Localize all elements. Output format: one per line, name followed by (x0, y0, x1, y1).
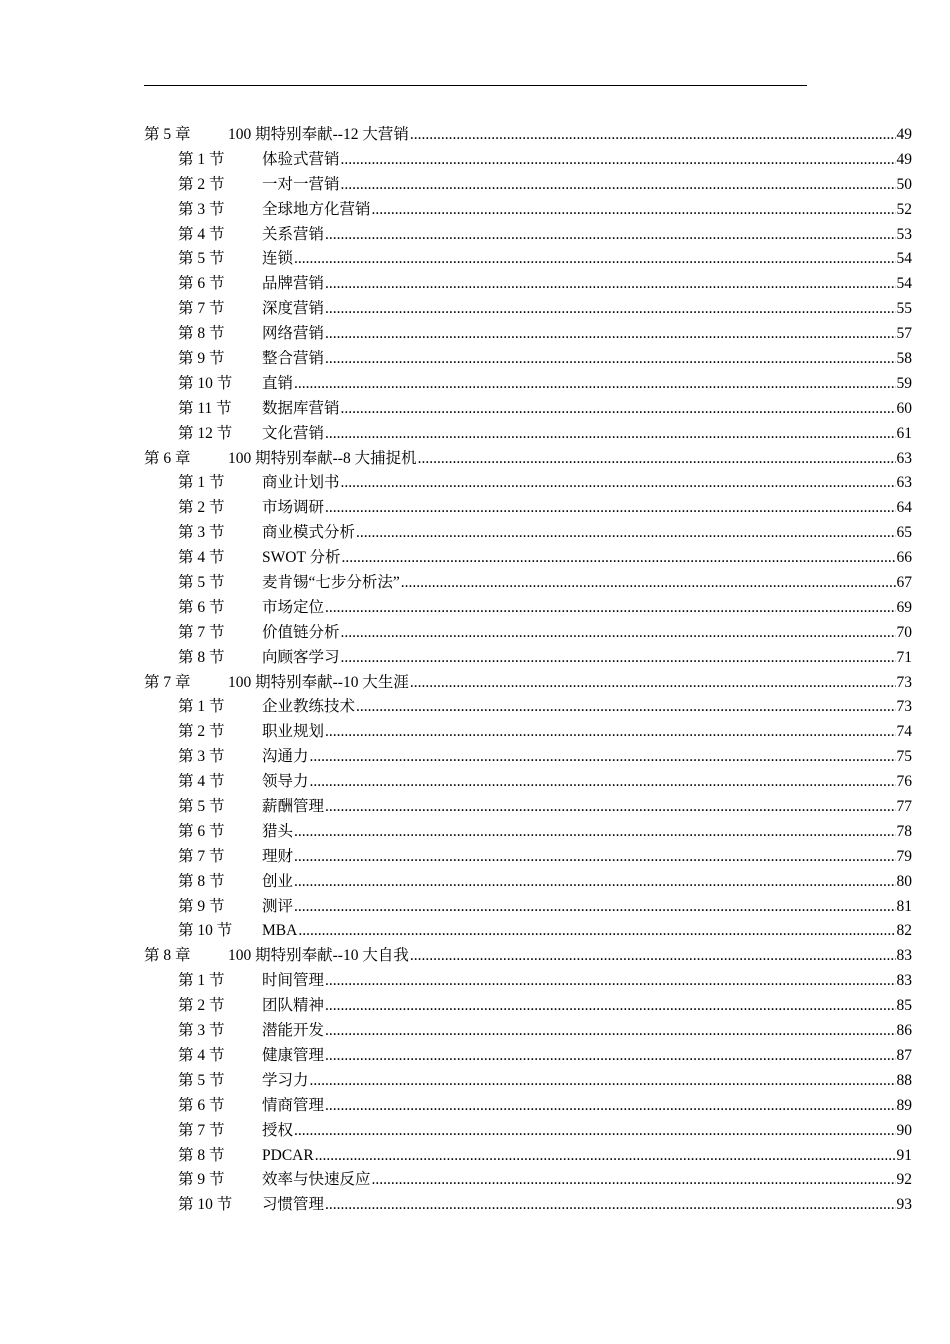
toc-entry-number: 第 6 节 (178, 598, 225, 616)
toc-entry-page-number: 92 (896, 1171, 912, 1189)
toc-entry-page-number: 64 (896, 499, 912, 517)
toc-section-entry[interactable] (144, 471, 912, 496)
dot-leader (325, 272, 895, 297)
toc-section-entry[interactable] (144, 646, 912, 671)
toc-entry-page-number: 50 (896, 175, 912, 193)
toc-entry-number: 第 10 节 (178, 922, 233, 940)
toc-entry-title: 习惯管理 (262, 1196, 325, 1214)
toc-entry-page-number: 82 (896, 922, 912, 940)
dot-leader (325, 720, 895, 745)
toc-entry-number: 第 7 节 (178, 1121, 225, 1139)
dot-leader (325, 496, 895, 521)
dot-leader (341, 621, 896, 646)
toc-entry-number: 第 6 章 (144, 449, 191, 467)
dot-leader (341, 173, 896, 198)
toc-entry-title: 向顾客学习 (262, 648, 340, 666)
toc-entry-page-number: 93 (896, 1196, 912, 1214)
toc-entry-title: 时间管理 (262, 972, 325, 990)
toc-entry-page-number: 83 (896, 947, 912, 965)
toc-entry-page-number: 85 (896, 997, 912, 1015)
toc-entry-title: 100 期特别奉献--10 大生涯 (228, 673, 409, 691)
toc-chapter-entry[interactable] (144, 944, 912, 969)
toc-entry-title: 价值链分析 (262, 623, 340, 641)
toc-entry-title: 连锁 (262, 250, 294, 268)
toc-entry-page-number: 55 (896, 300, 912, 318)
toc-entry-page-number: 52 (896, 200, 912, 218)
toc-entry-page-number: 75 (896, 748, 912, 766)
toc-entry-title: 潜能开发 (262, 1022, 325, 1040)
toc-entry-number: 第 6 节 (178, 1096, 225, 1114)
toc-entry-title: 100 期特别奉献--12 大营销 (228, 125, 409, 143)
toc-section-entry[interactable] (144, 1094, 912, 1119)
toc-entry-title: 深度营销 (262, 300, 325, 318)
toc-section-entry[interactable] (144, 422, 912, 447)
toc-entry-title: 体验式营销 (262, 150, 340, 168)
toc-entry-page-number: 63 (896, 474, 912, 492)
dot-leader (410, 123, 896, 148)
toc-entry-page-number: 66 (896, 549, 912, 567)
toc-section-entry[interactable] (144, 1019, 912, 1044)
toc-section-entry[interactable] (144, 571, 912, 596)
toc-entry-title: 100 期特别奉献--10 大自我 (228, 947, 409, 965)
toc-section-entry[interactable] (144, 397, 912, 422)
toc-section-entry[interactable] (144, 745, 912, 770)
toc-section-entry[interactable] (144, 1144, 912, 1169)
toc-entry-number: 第 2 节 (178, 723, 225, 741)
toc-section-entry[interactable] (144, 272, 912, 297)
dot-leader (341, 148, 896, 173)
toc-section-entry[interactable] (144, 845, 912, 870)
toc-entry-title: MBA (262, 922, 298, 940)
toc-entry-title: 100 期特别奉献--8 大捕捉机 (228, 449, 417, 467)
dot-leader (315, 1144, 896, 1169)
dot-leader (372, 198, 896, 223)
toc-entry-page-number: 54 (896, 275, 912, 293)
dot-leader (342, 546, 896, 571)
toc-section-entry[interactable] (144, 1168, 912, 1193)
toc-entry-number: 第 6 节 (178, 822, 225, 840)
dot-leader (325, 795, 895, 820)
dot-leader (310, 1069, 896, 1094)
toc-entry-title: 文化营销 (262, 424, 325, 442)
toc-entry-number: 第 8 节 (178, 872, 225, 890)
toc-section-entry[interactable] (144, 198, 912, 223)
toc-entry-title: 全球地方化营销 (262, 200, 371, 218)
toc-entry-number: 第 9 节 (178, 1171, 225, 1189)
toc-entry-number: 第 3 节 (178, 1022, 225, 1040)
toc-entry-title: 授权 (262, 1121, 294, 1139)
table-of-contents (144, 123, 912, 1218)
toc-entry-page-number: 76 (896, 773, 912, 791)
toc-entry-title: 直销 (262, 374, 294, 392)
toc-entry-number: 第 1 节 (178, 972, 225, 990)
toc-entry-page-number: 61 (896, 424, 912, 442)
toc-entry-page-number: 58 (896, 350, 912, 367)
header-rule (144, 85, 807, 86)
toc-entry-page-number: 60 (896, 399, 912, 417)
toc-entry-number: 第 8 章 (144, 947, 191, 965)
dot-leader (341, 646, 896, 671)
toc-entry-page-number: 91 (896, 1146, 912, 1164)
toc-entry-page-number: 83 (896, 972, 912, 990)
toc-entry-number: 第 6 节 (178, 275, 225, 293)
toc-section-entry[interactable] (144, 770, 912, 795)
toc-entry-number: 第 7 节 (178, 847, 225, 865)
dot-leader (325, 1019, 895, 1044)
toc-entry-title: 领导力 (262, 773, 309, 791)
toc-section-entry[interactable] (144, 173, 912, 198)
toc-entry-number: 第 10 节 (178, 374, 233, 392)
toc-chapter-entry[interactable] (144, 671, 912, 696)
toc-entry-title: 职业规划 (262, 723, 325, 741)
toc-entry-title: 麦肯锡“七步分析法” (262, 574, 400, 592)
toc-entry-page-number: 63 (896, 449, 912, 467)
toc-section-entry[interactable] (144, 994, 912, 1019)
toc-entry-title: 测评 (262, 897, 294, 915)
toc-entry-title: PDCAR (262, 1146, 314, 1164)
toc-entry-title: 商业模式分析 (262, 524, 356, 542)
toc-entry-title: 健康管理 (262, 1046, 325, 1064)
dot-leader (325, 422, 895, 447)
toc-entry-number: 第 4 节 (178, 773, 225, 791)
toc-entry-number: 第 5 章 (144, 125, 191, 143)
toc-entry-title: 关系营销 (262, 225, 325, 243)
toc-entry-title: 学习力 (262, 1071, 309, 1089)
toc-entry-page-number: 81 (896, 897, 912, 915)
toc-entry-number: 第 2 节 (178, 499, 225, 517)
toc-entry-number: 第 8 节 (178, 1146, 225, 1164)
toc-entry-page-number: 87 (896, 1046, 912, 1064)
dot-leader (341, 397, 896, 422)
toc-entry-number: 第 3 节 (178, 524, 225, 542)
toc-section-entry[interactable] (144, 820, 912, 845)
toc-section-entry[interactable] (144, 347, 912, 372)
toc-section-entry[interactable] (144, 1119, 912, 1144)
toc-section-entry[interactable] (144, 596, 912, 621)
toc-section-entry[interactable] (144, 521, 912, 546)
toc-entry-number: 第 5 节 (178, 1071, 225, 1089)
dot-leader (325, 223, 895, 248)
toc-entry-title: 效率与快速反应 (262, 1171, 371, 1189)
toc-entry-title: 团队精神 (262, 997, 325, 1015)
dot-leader (325, 969, 895, 994)
toc-entry-page-number: 70 (896, 623, 912, 641)
toc-entry-page-number: 73 (896, 698, 912, 716)
toc-section-entry[interactable] (144, 148, 912, 173)
toc-section-entry[interactable] (144, 695, 912, 720)
toc-entry-number: 第 7 节 (178, 623, 225, 641)
toc-entry-number: 第 5 节 (178, 250, 225, 268)
toc-section-entry[interactable] (144, 870, 912, 895)
dot-leader (325, 596, 895, 621)
toc-entry-page-number: 88 (896, 1071, 912, 1089)
dot-leader (294, 247, 895, 272)
toc-chapter-entry[interactable] (144, 123, 912, 148)
toc-section-entry[interactable] (144, 1069, 912, 1094)
toc-entry-number: 第 2 节 (178, 997, 225, 1015)
toc-entry-number: 第 2 节 (178, 175, 225, 193)
toc-entry-title: 情商管理 (262, 1096, 325, 1114)
dot-leader (294, 895, 895, 920)
toc-entry-title: 市场调研 (262, 499, 325, 517)
toc-entry-number: 第 1 节 (178, 150, 225, 168)
toc-entry-page-number: 77 (896, 798, 912, 816)
toc-section-entry[interactable] (144, 969, 912, 994)
toc-section-entry[interactable] (144, 920, 912, 945)
toc-entry-page-number: 80 (896, 872, 912, 890)
toc-entry-number: 第 1 节 (178, 698, 225, 716)
toc-entry-title: 猎头 (262, 822, 294, 840)
toc-entry-page-number: 73 (896, 673, 912, 691)
toc-section-entry[interactable] (144, 1193, 912, 1218)
dot-leader (294, 820, 895, 845)
dot-leader (294, 372, 895, 397)
toc-section-entry[interactable] (144, 720, 912, 745)
toc-entry-number: 第 8 节 (178, 648, 225, 666)
toc-entry-title: 数据库营销 (262, 399, 340, 417)
dot-leader (325, 994, 895, 1019)
dot-leader (325, 1044, 895, 1069)
toc-entry-number: 第 5 节 (178, 574, 225, 592)
toc-entry-title: 创业 (262, 872, 294, 890)
dot-leader (325, 1094, 895, 1119)
toc-entry-page-number: 79 (896, 847, 912, 865)
toc-entry-page-number: 65 (896, 524, 912, 542)
toc-entry-number: 第 12 节 (178, 424, 233, 442)
dot-leader (294, 1119, 895, 1144)
toc-entry-page-number: 67 (896, 574, 912, 592)
toc-entry-title: 薪酬管理 (262, 798, 325, 816)
toc-entry-number: 第 9 节 (178, 897, 225, 915)
dot-leader (341, 471, 896, 496)
toc-entry-page-number: 89 (896, 1096, 912, 1114)
dot-leader (325, 347, 895, 372)
toc-section-entry[interactable] (144, 546, 912, 571)
dot-leader (410, 944, 896, 969)
toc-chapter-entry[interactable] (144, 447, 912, 472)
toc-entry-number: 第 3 节 (178, 200, 225, 218)
dot-leader (356, 521, 895, 546)
dot-leader (298, 920, 895, 945)
toc-entry-number: 第 4 节 (178, 225, 225, 243)
dot-leader (294, 845, 895, 870)
toc-entry-page-number: 90 (896, 1121, 912, 1139)
dot-leader (356, 695, 895, 720)
toc-section-entry[interactable] (144, 895, 912, 920)
toc-entry-number: 第 1 节 (178, 474, 225, 492)
dot-leader (418, 447, 896, 472)
toc-entry-title: 品牌营销 (262, 275, 325, 293)
toc-entry-number: 第 11 节 (178, 399, 232, 417)
toc-entry-number: 第 4 节 (178, 549, 225, 567)
dot-leader (294, 870, 895, 895)
toc-section-entry[interactable] (144, 297, 912, 322)
toc-section-entry[interactable] (144, 1044, 912, 1069)
toc-entry-page-number: 71 (896, 648, 912, 666)
toc-entry-page-number: 49 (896, 150, 912, 168)
toc-section-entry[interactable] (144, 372, 912, 397)
dot-leader (410, 671, 896, 696)
dot-leader (325, 322, 895, 347)
toc-entry-number: 第 5 节 (178, 798, 225, 816)
toc-entry-title: 整合营销 (262, 350, 325, 367)
toc-entry-title: 商业计划书 (262, 474, 340, 492)
toc-entry-page-number: 57 (896, 325, 912, 343)
toc-entry-page-number: 69 (896, 598, 912, 616)
toc-entry-number: 第 8 节 (178, 325, 225, 343)
toc-entry-page-number: 74 (896, 723, 912, 741)
toc-entry-title: 市场定位 (262, 598, 325, 616)
toc-entry-title: 一对一营销 (262, 175, 340, 193)
toc-section-entry[interactable] (144, 223, 912, 248)
toc-entry-number: 第 7 节 (178, 300, 225, 318)
toc-section-entry[interactable] (144, 496, 912, 521)
toc-entry-title: SWOT 分析 (262, 549, 341, 567)
toc-entry-number: 第 3 节 (178, 748, 225, 766)
toc-entry-number: 第 9 节 (178, 350, 225, 367)
toc-entry-number: 第 10 节 (178, 1196, 233, 1214)
toc-entry-page-number: 86 (896, 1022, 912, 1040)
toc-entry-number: 第 4 节 (178, 1046, 225, 1064)
toc-entry-title: 理财 (262, 847, 294, 865)
toc-section-entry[interactable] (144, 322, 912, 347)
dot-leader (325, 297, 895, 322)
toc-entry-page-number: 78 (896, 822, 912, 840)
dot-leader (401, 571, 896, 596)
toc-section-entry[interactable] (144, 795, 912, 820)
toc-entry-page-number: 49 (896, 125, 912, 143)
toc-entry-page-number: 54 (896, 250, 912, 268)
dot-leader (325, 1193, 895, 1218)
toc-entry-number: 第 7 章 (144, 673, 191, 691)
toc-entry-title: 网络营销 (262, 325, 325, 343)
dot-leader (310, 770, 896, 795)
toc-entry-title: 沟通力 (262, 748, 309, 766)
toc-entry-title: 企业教练技术 (262, 698, 356, 716)
dot-leader (310, 745, 896, 770)
dot-leader (372, 1168, 896, 1193)
toc-entry-page-number: 53 (896, 225, 912, 243)
toc-section-entry[interactable] (144, 621, 912, 646)
toc-entry-page-number: 59 (896, 374, 912, 392)
toc-section-entry[interactable] (144, 247, 912, 272)
